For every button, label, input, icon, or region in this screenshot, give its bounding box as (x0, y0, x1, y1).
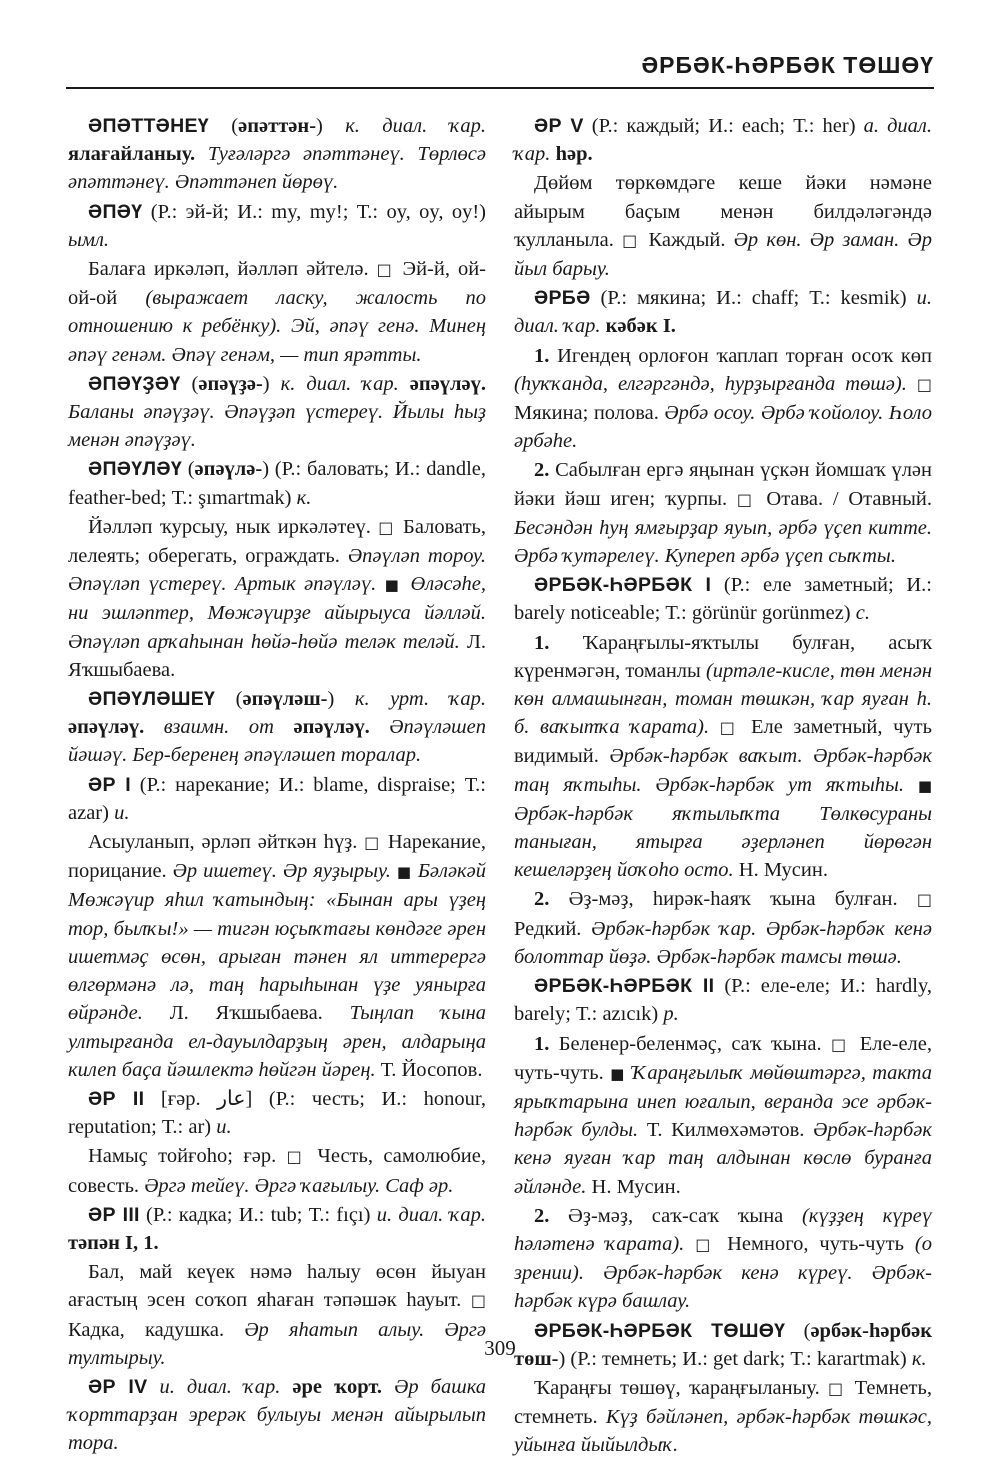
entry-erbek-herbek-1 (514, 571, 932, 627)
grammar-label: а. диал. ҡар. (514, 115, 932, 166)
grammar-label: к. (911, 1347, 927, 1370)
entry-erbek-herbek-toshou-definition (514, 1374, 932, 1460)
definition: Дөйөм төркөмдәге кеше йәки нәмәне айырым баҫым менән билдәләгәндә ҡулланыла. (514, 172, 932, 251)
quote-author: Н. Мусин. (586, 1175, 681, 1198)
quote-author: Н. Мусин. (733, 859, 828, 882)
translations: (Р.: эй-й; И.: my, my!; Т.: oy, oy, oy!) (142, 200, 486, 223)
russian-equivalent: Отава. / Отавный. (756, 487, 932, 510)
headword: ӘПӘТТӘНЕҮ (88, 115, 209, 137)
grammar-label: к. урт. ҡар. (354, 688, 487, 711)
cross-reference: әпәүләү. (68, 716, 145, 739)
text: ( (215, 688, 243, 711)
sense-number: 1. (534, 631, 550, 654)
usage-examples: Әпәүләшеп йәшәү. Бер-беренең әпәүләшеп торалар. (68, 716, 486, 767)
translations: (Р.: мякина; И.: chaff; Т.: kesmik) (590, 287, 917, 310)
text (144, 716, 164, 738)
definition: Бал, май кеүек нәмә һалыу өсөн йыуан ағастың эсен соҡоп яһаған тәпәшәк һауыт. (68, 1261, 486, 1312)
text (907, 373, 917, 395)
sense-number: 1. (534, 344, 550, 367)
text: [ғәр. (144, 1087, 218, 1110)
entry-epeuzeu (68, 370, 486, 455)
headword: ӘПӘҮ (88, 200, 143, 223)
cross-reference: һәр. (555, 143, 593, 166)
definition: Намыҫ тойғоһо; ғәр. (88, 1145, 287, 1168)
russian-equivalent: Темнеть, стемнеть. (514, 1376, 932, 1429)
text: ) (262, 372, 281, 395)
translations: (Р.: еле заметный; И.: barely noticeable; Т.: görünür gorünmez) (514, 574, 932, 625)
definition: Беленер-беленмәҫ, саҡ ҡына. (549, 1032, 832, 1055)
arabic-etymon: عار (217, 1087, 246, 1110)
entry-erbe-sense-1 (514, 342, 932, 456)
grammar-label: и. диал. ҡар. (514, 287, 932, 338)
grammar-label: и. (216, 1116, 232, 1139)
entry-erbe-sense-2 (514, 456, 932, 570)
usage-examples: Әпәүләп тороу. Әпәүләп үстереү. Артык әпәүләү. (68, 545, 486, 596)
cross-reference: әре ҡорт. (292, 1375, 383, 1398)
headword: ӘРБӘ (534, 287, 591, 310)
usage-examples: Күҙ бәйләнеп, әрбәк-һәрбәк төшкәс, уйынға йыйылдыҡ. (514, 1406, 932, 1457)
entry-er-1-definition (68, 828, 486, 1084)
headword: ӘПӘҮЛӘШЕҮ (88, 688, 216, 711)
text (147, 1376, 159, 1398)
grammar-label: и. (114, 801, 130, 824)
headword: ӘР III (88, 1203, 140, 1226)
black-square-icon: ■ (384, 576, 403, 595)
usage-examples: Әр ишетеү. Әр яуҙырыу. (172, 860, 397, 883)
russian-equivalent: Нарекание, порицание. (68, 831, 486, 883)
russian-equivalent: Эй-й, ой-ой-ой (68, 258, 486, 310)
entry-epettaneu (68, 112, 486, 197)
definition: Йәлләп ҡурсыу, нык иркәләтеү. (88, 515, 379, 538)
grammar-label: к. диал. ҡар. (280, 372, 410, 395)
definition: Игендең орлоғон ҡаплап торған осоҡ көп (549, 344, 932, 367)
text (709, 716, 720, 738)
russian-equivalent: Кадка, кадушка. (68, 1318, 245, 1341)
translations: (Р.: кадка; И.: tub; Т.: fıçı) (139, 1203, 377, 1226)
left-column (68, 112, 486, 1459)
quote-author: Т. Килмөхәмәтов. (638, 1119, 814, 1142)
grammar-label: р. (663, 1003, 679, 1026)
literary-quote: Өләсәһе, ни эшләптер, Мөжәүирҙе айырыуса йәлләй. Әпәүләп арҡаһынан һөйә-һөйә теләк теләй. (68, 573, 486, 653)
stem: әпәүләш- (242, 688, 328, 711)
text: ) (316, 115, 346, 137)
entry-er-2-definition (68, 1142, 486, 1199)
translations: (Р.: еле-еле; И.: hardly, barely; Т.: azıcık) (514, 975, 932, 1026)
entry-er-5 (514, 112, 932, 168)
sense-number: 1. (534, 1032, 550, 1055)
definition: Балаға иркәләп, йәлләп әйтелә. (88, 258, 377, 281)
header-rule (66, 87, 934, 89)
sense-number: 2. (534, 888, 550, 911)
white-square-icon: □ (470, 1291, 486, 1311)
grammar-label: к. (296, 486, 312, 509)
usage-examples: Әрбә осоу. Әрбә ҡойолоу. Һоло әрбәһе. (514, 402, 933, 453)
text: ( (181, 458, 195, 481)
white-square-icon: □ (376, 260, 395, 280)
entry-er-5-definition (514, 169, 932, 283)
literary-quote: Ҡараңғылыҡ мөйөштәргә, тaкта ярыҡтарына инеп юғалып, веранда эсе әрбәк-һәрбәк булды. (514, 1061, 932, 1142)
stem: әпәттән- (238, 115, 317, 137)
usage-examples: Әр яһатып алыу. Әргә тултырыу. (68, 1318, 486, 1369)
usage-examples: Бесәндән һуң ямғырҙар яуып, әрбә үҫеп китте. Әрбә ҡутәрелеү. Купереп әрбә үҫеп сыҡты. (514, 516, 932, 568)
stem: әрбәк-һәрбәк төш- (514, 1319, 933, 1370)
black-square-icon: ■ (917, 776, 932, 795)
entry-erbek-herbek-2-sense-1 (514, 1030, 932, 1201)
headword: ӘР V (534, 115, 584, 137)
headword: ӘПӘҮҘӘҮ (88, 372, 181, 395)
headword: ӘРБӘК-ҺӘРБӘК I (534, 574, 712, 597)
definition: Сабылған ергә яңынан үҫкән йомшаҡ үлән йәки йәш иген; ҡурпы. (514, 459, 932, 510)
translations: ) (Р.: темнеть; И.: get dark; Т.: karartmak) (558, 1347, 912, 1370)
russian-equivalent: Честь, самолюбие, совесть. (68, 1145, 486, 1197)
cross-reference: әпәүләү. (409, 372, 486, 395)
usage-examples: Туғәләргә әпәттәнеү. Төрлөсә әпәттәнеү. Әпәттәнеп йөрөү. (68, 143, 487, 194)
text (684, 1233, 695, 1255)
usage-examples: Әр көн. Әр заман. Әр йыл барыу. (514, 228, 932, 281)
text: ( (208, 115, 239, 137)
entry-er-4 (68, 1373, 486, 1458)
text: ) (327, 688, 355, 711)
black-square-icon: ■ (610, 1064, 626, 1083)
right-column (514, 112, 932, 1461)
headword: ӘР I (88, 773, 131, 796)
headword: ӘР IV (88, 1375, 148, 1398)
grammar-label: к. диал. ҡар. (345, 115, 487, 137)
definition: Әҙ-мәҙ, саҡ-саҡ ҡына (549, 1204, 802, 1227)
literary-quote: Тыңлап ҡына ултырғанда ел-дауылдарҙың әрен, алдарыңа килеп баҫа йәшлектә һөйгән йәрең. (68, 1002, 486, 1081)
sense-number: 2. (534, 1204, 550, 1227)
text (370, 716, 390, 738)
headword: ӘРБӘК-ҺӘРБӘК II (534, 975, 715, 998)
quote-author: Л. Яҡшыбаева. (142, 1002, 350, 1025)
usage-examples: Әр башка ҡорттарҙан эрерәк булыуы менән айырылып тора. (68, 1375, 487, 1455)
grammar-label: и. диал. ҡар. (159, 1375, 293, 1398)
definition: Әҙ-мәҙ, һирәк-һаяҡ ҡына булған. (549, 888, 917, 911)
translations: ] (Р.: честь; И.: honour, reputation; Т.: ar) (68, 1087, 486, 1139)
usage-examples: Әрбәк-һәрбәк ҡар. Әрбәк-һәрбәк кенә болоттар йөҙә. Әрбәк-һәрбәк тамсы төшә. (514, 917, 932, 968)
entry-erbek-herbek-1-sense-2 (514, 885, 932, 971)
grammar-label: с. (855, 602, 870, 625)
entry-epeuleu (68, 455, 486, 511)
grammar-label: ымл. (68, 228, 110, 251)
quote-author: Л. Яҡшыбаева. (68, 630, 487, 681)
entry-er-2 (68, 1085, 486, 1141)
text: ( (785, 1319, 811, 1342)
white-square-icon: □ (364, 833, 381, 853)
white-square-icon: □ (831, 1034, 851, 1054)
quote-author: Т. Йосопов. (375, 1058, 483, 1081)
white-square-icon: □ (736, 489, 757, 509)
russian-equivalent: Немного, чуть-чуть (716, 1232, 915, 1255)
headword: ӘПӘҮЛӘҮ (88, 458, 182, 481)
stem: әпәүлә- (194, 458, 263, 481)
entry-epeuleu-definition (68, 513, 486, 684)
entry-erbek-herbek-1-sense-1 (514, 629, 932, 885)
usage-examples: Әргә тейеү. Әргә ҡағылыу. Саф әр. (144, 1174, 454, 1197)
page-number: 309 (484, 1336, 516, 1360)
definition: Ҡараңғы төшөү, ҡараңғыланыу. (534, 1376, 829, 1399)
usage-examples: Баланы әпәүҙәү. Әпәүҙәп үстереү. Йылы һыҙ менән әпәүҙәү. (68, 401, 486, 452)
black-square-icon: ■ (396, 863, 412, 882)
sense-number: 2. (534, 459, 550, 482)
usage-note: (күҙҙең күреү һәләтенә ҡарата). (514, 1204, 933, 1255)
headword: ӘРБӘК-ҺӘРБӘК ТӨШӨҮ (534, 1319, 786, 1342)
usage-note: (иртәле-кисле, төн менән көн алмашынған, томан төшкән, ҡар яуған һ. б. ваҡытҡа ҡарата). (514, 659, 932, 739)
russian-equivalent: Баловать, лелеять; оберегать, ограждать. (68, 515, 487, 568)
cross-reference: әпәүләү. (293, 716, 370, 739)
stem: әпәүҙә- (198, 372, 263, 395)
literary-quote: Бәләкәй Мөжәүир яһил ҡатындың: «Бынан ары үҙең тор, былҡы!» — тигән юҫыҡтағы көндәге әрен ишетмәҫ өсөн, арыған тәнен ял иттерергә өлгөрмәнә лә, таң һарыһынан үҙе уянырға өйрәнде. (68, 860, 486, 1025)
definition: Ҡараңғылы-яҡтылы булған, асыҡ күренмәгән, томанлы (514, 631, 932, 682)
headword: ӘР II (88, 1087, 145, 1110)
translations: (Р.: нарекание; И.: blame, dispraise; Т.: azar) (68, 773, 487, 824)
cross-reference: кәбәк I. (605, 315, 676, 338)
entry-epeu-definition (68, 255, 486, 369)
entry-er-3 (68, 1201, 486, 1257)
text: ( (180, 372, 199, 395)
entry-erbek-herbek-2-sense-2 (514, 1202, 932, 1316)
cross-reference: ялағайланыу. (68, 143, 196, 166)
usage-examples: Әрбәк-һәрбәк ваҡыт. Әрбәк-һәрбәк таң яҡтыһы. Әрбәк-һәрбәк ут яҡтыһы. (514, 745, 932, 796)
literary-quote: Әрбәк-һәрбәк кенә яуған ҡар таң алдынан көслө буранға әйләнде. (514, 1119, 932, 1198)
white-square-icon: □ (695, 1234, 717, 1254)
white-square-icon: □ (378, 517, 396, 537)
text (195, 143, 208, 165)
usage-examples: (о зрении). Әрбәк-һәрбәк кенә күреү. Әрбәк-һәрбәк күрә башлау. (514, 1232, 932, 1313)
entry-er-1 (68, 771, 486, 827)
usage-note: (һуҡҡанда, елгәргәндә, һурҙырғанда төшә). (514, 372, 907, 395)
white-square-icon: □ (916, 374, 933, 394)
entry-epeu (68, 198, 486, 254)
russian-equivalent: Редкий. (514, 917, 592, 940)
translations: (Р.: каждый; И.: each; Т.: her) (583, 115, 864, 137)
entry-erbe (514, 284, 932, 340)
literary-quote: Әрбәк-һәрбәк яҡтылыҡта Төлкөсураны таныған, ятырға әҙерләнеп йөрөгән кешеләрҙең йоҡоһо осто. (514, 802, 932, 882)
usage-examples: (выражает ласку, жалость по отношению к ребёнку). Эй, әпәү генә. Минең әпәү генәм. Әпәү генәм, — тип ярәтты. (68, 287, 486, 366)
white-square-icon: □ (286, 1147, 308, 1167)
grammar-label: взаимн. от (163, 716, 294, 739)
white-square-icon: □ (828, 1378, 847, 1398)
russian-equivalent: Еле заметный, чуть видимый. (514, 716, 932, 768)
translations: ) (Р.: баловать; И.: dandle, feather-bed; Т.: şımartmak) (68, 458, 486, 509)
grammar-label: и. диал. ҡар. (376, 1203, 486, 1226)
cross-reference: тәпән I, 1. (68, 1231, 159, 1254)
entry-epeuleseu (68, 685, 486, 770)
white-square-icon: □ (719, 718, 741, 738)
russian-equivalent: Еле-еле, чуть-чуть. (514, 1032, 932, 1084)
russian-equivalent: Мякина; полова. (514, 402, 665, 425)
definition: Асыуланып, әрләп әйткән һүҙ. (88, 831, 365, 854)
white-square-icon: □ (622, 230, 641, 250)
text (382, 1376, 394, 1398)
russian-equivalent: Каждый. (640, 228, 734, 251)
running-header-title: ӘРБӘК-ҺӘРБӘК ТӨШӨҮ (641, 52, 934, 78)
white-square-icon: □ (916, 890, 932, 910)
entry-erbek-herbek-2 (514, 972, 932, 1028)
